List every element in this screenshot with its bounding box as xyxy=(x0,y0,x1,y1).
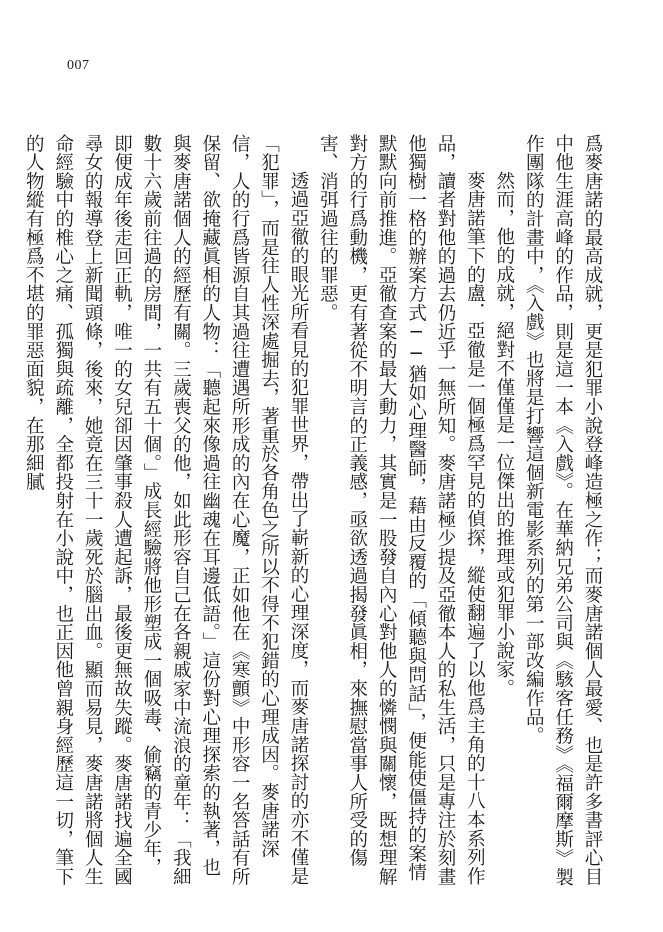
body-text xyxy=(23,134,607,894)
paragraph-2: 然而，他的成就，絕對不僅僅是一位傑出的推理或犯罪小說家。 xyxy=(493,171,515,698)
paragraph-3: 麥唐諾筆下的盧．亞徹是一個極爲罕見的偵探，縱使翻遍了以他爲主角的十八本系列作品，讀者對他的過去仍近乎一無所知。麥唐諾極少提及亞徹本人的私生活，只是專注於刻畫他獨樹一格的辦案方式──猶如心理醫師，藉由反覆的「傾聽與問話」，便能使僵持的案情默默向前推進。亞徹查案的最大動力，其實是一股發自內心對他人的憐憫與關懷，既想理解對方的行爲動機，更有著從不明言的正義感，亟欲透過揭發眞相，來撫慰當事人所受的傷害、消弭過往的罪惡。 xyxy=(317,134,486,886)
paragraph-1: 爲麥唐諾的最高成就，更是犯罪小說登峰造極之作；而麥唐諾個人最愛、也是許多書評心目中他生涯高峰的作品，則是這一本《入戲》。在華納兄弟公司與《駭客任務》《福爾摩斯》製作團隊的計畫中，《入戲》也將是打響這個新電影系列的第一部改編作品。 xyxy=(523,134,603,887)
page-number: 007 xyxy=(67,58,90,73)
paragraph-4: 透過亞徹的眼光所看見的犯罪世界，帶出了嶄新的心理深度，而麥唐諾探討的亦不僅是「犯罪」，而是往人性深處掘去，著重於各角色之所以不得不犯錯的心理成因。麥唐諾深信，人的行爲皆源自其過往遭遇所形成的內在心魔，正如他在《寒顫》中形容一名答話有所保留、欲掩藏眞相的人物：「聽起來像過往幽魂在耳邊低語。」這份對心理探索的執著，也與麥唐諾個人的經歷有關。三歲喪父的他，如此形容自己在各親戚家中流浪的童年：「我細數十六歲前往過的房間，一共有五十個。」成長經驗將他形塑成一個吸毒、偷竊的青少年，即便成年後走回正軌，唯一的女兒卻因肇事殺人遭起訴，最後更無故失蹤。麥唐諾找遍全國尋女的報導登上新聞頭條，後來，她竟在三十一歲死於腦出血。顯而易見，麥唐諾將個人生命經驗中的椎心之痛、孤獨與疏離，全都投射在小說中，也正因他曾親身經歷這一切，筆下的人物縱有極爲不堪的罪惡面貌，在那細膩 xyxy=(23,134,309,886)
